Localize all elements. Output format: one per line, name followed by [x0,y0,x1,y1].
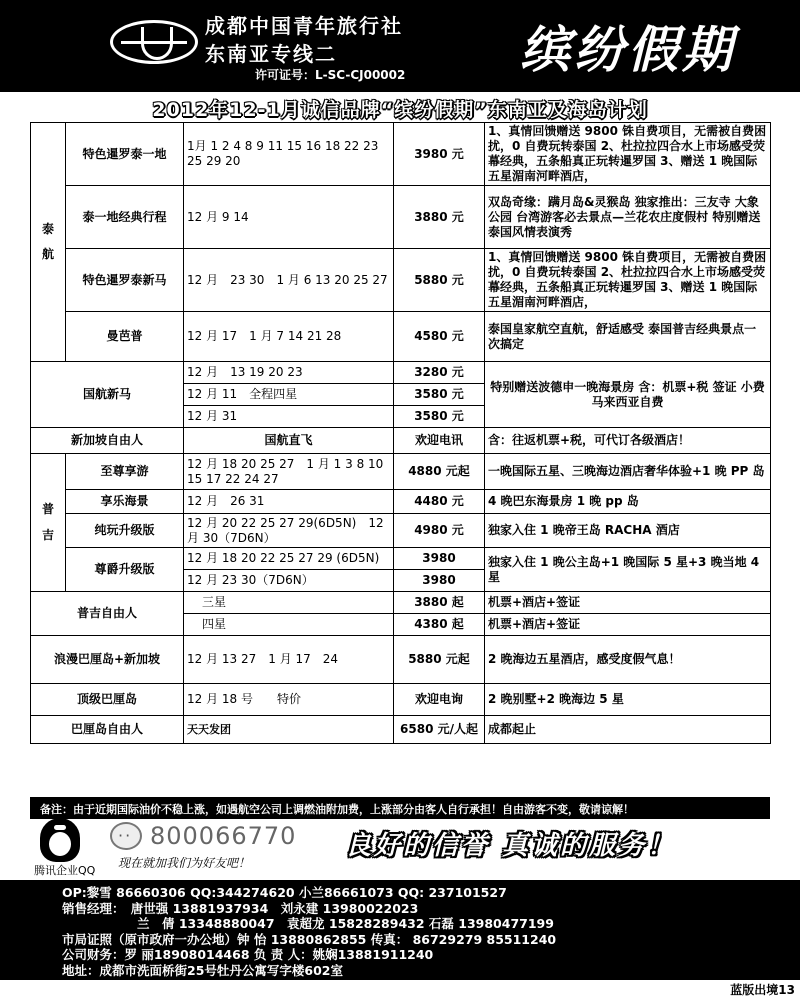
tour-price: 3980 [394,570,485,592]
tour-dates: 1月 1 2 4 8 9 11 15 16 18 22 23 25 29 20 [184,123,394,186]
group-phuket [31,454,66,592]
table-row [31,454,771,490]
tour-dates: 12 月 31 [184,406,394,428]
tour-name: 纯玩升级版 [66,514,184,548]
tour-price: 4380 起 [394,614,485,636]
tour-table [30,122,771,744]
table-row [31,428,771,454]
tour-name: 巴厘岛自由人 [31,716,184,744]
tour-price: 4480 元 [394,490,485,514]
tour-dates: 12 月 18 号 特价 [184,684,394,716]
tour-dates: 12 月 9 14 [184,186,394,249]
group-thai [31,123,66,362]
tour-price: 3580 元 [394,384,485,406]
tour-note: 双岛奇缘：蹒月岛&灵猴岛 独家推出：三友寺 大象公园 台湾游客必去景点—兰花农庄度假村 特别赠送泰国风情表演秀 [485,186,771,249]
tour-note: 独家入住 1 晚帝王岛 RACHA 酒店 [485,514,771,548]
tour-name: 享乐海景 [66,490,184,514]
contact-line: 市局证照（原市政府一办公地）钟 怡 13880862855 传真： 86729279 85511240 [62,931,557,947]
tour-name: 顶级巴厘岛 [31,684,184,716]
qq-penguin-icon [40,818,80,862]
contact-panel [0,880,800,980]
add-friend-text: 现在就加我们为好友吧！ [118,856,251,870]
tour-price: 6580 元/人起 [394,716,485,744]
tour-dates: 天天发团 [184,716,394,744]
tour-name: 浪漫巴厘岛+新加坡 [31,636,184,684]
table-row [31,636,771,684]
tour-dates: 12 月 18 20 22 25 27 29 (6D5N) [184,548,394,570]
tour-name: 特色暹罗泰新马 [66,249,184,312]
tour-price: 3980 [394,548,485,570]
agency-logo-icon [110,20,198,64]
qq-caption: 腾讯企业QQ [34,864,96,877]
tour-note: 机票+酒店+签证 [485,614,771,636]
contact-line: 销售经理： 唐世强 13881937934 刘永建 13980022023 [62,900,419,916]
tour-price: 4880 元起 [394,454,485,490]
header-banner [0,0,800,92]
tour-price: 5880 元 [394,249,485,312]
table-row [31,548,771,570]
contact-line: 兰 倩 13348880047 袁超龙 15828289432 石磊 13980477199 [62,916,554,931]
tour-note: 泰国皇家航空直航，舒适感受 泰国普吉经典景点一次搞定 [485,312,771,362]
tour-price: 5880 元起 [394,636,485,684]
tour-dates: 三星 [184,592,394,614]
tour-price: 3980 元 [394,123,485,186]
table-row [31,592,771,614]
table-row [31,123,771,186]
tour-note: 成都起止 [485,716,771,744]
group-thai-label: 泰 航 [41,221,54,261]
tour-note: 2 晚海边五星酒店，感受度假气息！ [485,636,771,684]
table-row [31,716,771,744]
tour-price: 3580 元 [394,406,485,428]
tour-note: 4 晚巴东海景房 1 晚 pp 岛 [485,490,771,514]
tour-dates: 12 月 17 1 月 7 14 21 28 [184,312,394,362]
tour-price: 3880 起 [394,592,485,614]
tour-dates: 12 月 13 27 1 月 17 24 [184,636,394,684]
tour-price: 4580 元 [394,312,485,362]
tour-dates: 12 月 11 全程四星 [184,384,394,406]
tour-dates: 12 月 26 31 [184,490,394,514]
line-name: 东南亚专线二 [205,42,337,66]
tour-dates: 四星 [184,614,394,636]
contact-line: OP:黎雪 86660306 QQ:344274620 小兰86661073 QQ: 237101527 [62,885,507,900]
tour-note: 2 晚别墅+2 晚海边 5 星 [485,684,771,716]
tour-note: 1、真情回馈赠送 9800 铢自费项目，无需被自费困扰，0 自费玩转泰国 2、杜拉拉四合水上市场感受荧幕经典，五条船真正玩转暹罗国 3、赠送 1 晚国际五星湄南河畔酒店， [485,123,771,186]
tour-price: 4980 元 [394,514,485,548]
tour-note: 独家入住 1 晚公主岛+1 晚国际 5 星+3 晚当地 4 星 [485,548,771,592]
tour-price: 欢迎电询 [394,684,485,716]
tour-dates: 12 月 23 30（7D6N） [184,570,394,592]
slogan: 良好的信誉 真诚的服务！ [345,831,677,861]
tour-note: 一晚国际五星、三晚海边酒店奢华体验+1 晚 PP 岛 [485,454,771,490]
tour-name: 新加坡自由人 [31,428,184,454]
contact-line: 公司财务：罗 丽18908014468 负 责 人：姚娴13881911240 [62,947,434,962]
table-row [31,514,771,548]
tour-note: 1、真情回馈赠送 9800 铢自费项目，无需被自费困扰，0 自费玩转泰国 2、杜拉拉四合水上市场感受荧幕经典，五条船真正玩转暹罗国 3、赠送 1 晚国际五星湄南河畔酒店， [485,249,771,312]
notice-bar: 备注：由于近期国际油价不稳上涨，如遇航空公司上调燃油附加费，上涨部分由客人自行承担！自由游客不变，敬请谅解！ [30,797,770,819]
tour-price: 3280 元 [394,362,485,384]
table-row [31,312,771,362]
plan-title: 2012年12-1月诚信品牌“缤纷假期”东南亚及海岛计划 [152,99,648,121]
agency-name: 成都中国青年旅行社 [205,14,403,38]
tour-note: 机票+酒店+签证 [485,592,771,614]
table-row [31,490,771,514]
chat-bubble-icon [110,822,142,850]
group-phuket-label: 普 吉 [41,502,54,542]
tour-dates: 12 月 23 30 1 月 6 13 20 25 27 [184,249,394,312]
tour-dates: 国航直飞 [184,428,394,454]
tour-name: 普吉自由人 [31,592,184,636]
table-row [31,362,771,384]
table-row [31,186,771,249]
tour-name: 特色暹罗泰一地 [66,123,184,186]
tour-note: 特别赠送波德申一晚海景房 含：机票+税 签证 小费 马来西亚自费 [485,362,771,428]
tour-dates: 12 月 18 20 25 27 1 月 1 3 8 10 15 17 22 24 27 [184,454,394,490]
table-row [31,249,771,312]
tour-name: 曼芭普 [66,312,184,362]
tour-name: 国航新马 [31,362,184,428]
tour-dates: 12 月 20 22 25 27 29(6D5N) 12 月 30（7D6N） [184,514,394,548]
tour-price: 欢迎电讯 [394,428,485,454]
table-row [31,684,771,716]
tour-price: 3880 元 [394,186,485,249]
brand-title: 缤纷假期 [520,20,736,79]
tour-name: 至尊享游 [66,454,184,490]
tour-dates: 12 月 13 19 20 23 [184,362,394,384]
page-footer: 蓝版出境13 [730,983,795,997]
license-number: 许可证号：L-SC-CJ00002 [255,68,406,82]
contact-line: 地址：成都市洗面桥街25号牡丹公寓写字楼602室 [62,962,343,978]
tour-name: 泰一地经典行程 [66,186,184,249]
tour-note: 含：往返机票+税，可代订各级酒店！ [485,428,771,454]
qq-number: 800066770 [150,822,297,850]
tour-name: 尊爵升级版 [66,548,184,592]
